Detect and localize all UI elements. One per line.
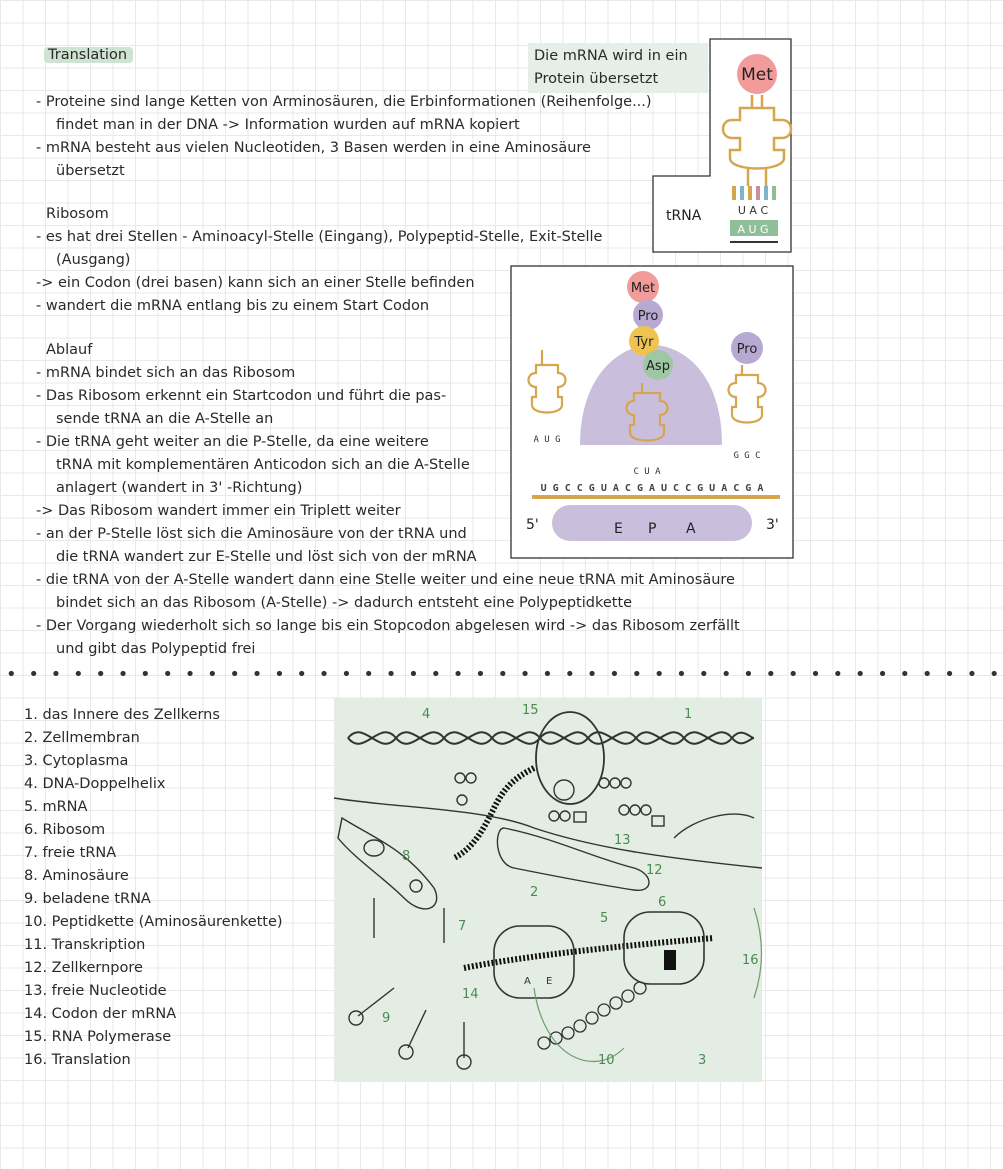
note-line: Die mRNA wird in ein <box>534 48 688 64</box>
legend-item: 3. Cytoplasma <box>24 753 129 769</box>
page-title: Translation <box>44 44 133 67</box>
mrna-sequence: U G C C G U A C G A U C C G U A C G A <box>540 483 764 494</box>
ablauf-line: und gibt das Polypeptid frei <box>56 641 256 657</box>
dotted-separator: • • • • • • • • • • • • • • • • • • • • • • • • • • • • • • • • • • • • • • • • • • • • • <box>6 664 1003 685</box>
site-p: P <box>648 521 657 537</box>
ablauf-line: tRNA mit komplementären Anticodon sich an die A-Stelle <box>56 457 470 473</box>
amino-label: Tyr <box>634 335 654 350</box>
legend-item: 9. beladene tRNA <box>24 891 151 907</box>
legend-item: 12. Zellkernpore <box>24 960 143 976</box>
legend-list <box>24 704 283 1072</box>
intro-line: übersetzt <box>56 163 125 179</box>
ablauf-line: - Die tRNA geht weiter an die P-Stelle, da eine weitere <box>36 434 429 450</box>
diagram-label: 3 <box>698 1053 707 1068</box>
ribosom-line: (Ausgang) <box>56 252 131 268</box>
intro-text <box>36 91 652 183</box>
site-e: E <box>614 521 623 537</box>
anticodon-right: G G C <box>733 451 761 461</box>
diagram-label: 5 <box>600 911 609 926</box>
site-label: A <box>524 976 531 987</box>
ablauf-line: - Das Ribosom erkennt ein Startcodon und führt die pas- <box>36 388 447 404</box>
section-heading: Ribosom <box>46 206 109 222</box>
diagram-label: 16 <box>742 953 759 968</box>
legend-item: 11. Transkription <box>24 937 146 953</box>
ribosome-figure <box>510 265 794 559</box>
ablauf-line: - mRNA bindet sich an das Ribosom <box>36 365 296 381</box>
diagram-label: 6 <box>658 895 667 910</box>
diagram-label: 9 <box>382 1011 391 1026</box>
diagram-label: 2 <box>530 885 539 900</box>
legend-item: 10. Peptidkette (Aminosäurenkette) <box>24 914 283 930</box>
legend-item: 16. Translation <box>24 1052 131 1068</box>
legend-item: 6. Ribosom <box>24 822 106 838</box>
section-heading: Ablauf <box>46 342 93 358</box>
diagram-label: 15 <box>522 703 539 718</box>
ablauf-line: bindet sich an das Ribosom (A-Stelle) -> dadurch entsteht eine Polypeptidkette <box>56 595 633 611</box>
ablauf-line: sende tRNA an die A-Stelle an <box>56 411 274 427</box>
intro-line: - mRNA besteht aus vielen Nucleotiden, 3 Basen werden in eine Aminosäure <box>36 140 591 156</box>
cytoplasm-bg <box>334 698 762 1082</box>
diagram-label: 13 <box>614 833 631 848</box>
anticodon-label: U A C <box>737 204 769 217</box>
site-a: A <box>686 521 696 537</box>
amino-label: Asp <box>646 359 670 374</box>
ablauf-line: - an der P-Stelle löst sich die Aminosäure von der tRNA und <box>36 526 467 542</box>
note-line: Protein übersetzt <box>534 71 659 87</box>
mrna-backbone <box>532 495 780 499</box>
legend-item: 1. das Innere des Zellkerns <box>24 707 220 723</box>
trna-bound <box>664 950 676 970</box>
amino-label: Met <box>630 281 656 296</box>
ablauf-line: die tRNA wandert zur E-Stelle und löst sich von der mRNA <box>56 549 477 565</box>
trna-text: tRNA <box>666 208 702 224</box>
three-prime: 3' <box>766 517 779 533</box>
ablauf-line: anlagert (wandert in 3' -Richtung) <box>56 480 303 496</box>
legend-item: 14. Codon der mRNA <box>24 1006 177 1022</box>
ribosom-line: - wandert die mRNA entlang bis zu einem Start Codon <box>36 298 430 314</box>
intro-line: - Proteine sind lange Ketten von Arminosäuren, die Erbinformationen (Reihenfolge...) <box>36 94 652 110</box>
met-label: Met <box>741 65 773 85</box>
legend-item: 5. mRNA <box>24 799 88 815</box>
trna-figure <box>652 38 792 253</box>
cell-diagram <box>334 698 762 1082</box>
legend-item: 2. Zellmembran <box>24 730 140 746</box>
legend-item: 8. Aminosäure <box>24 868 129 884</box>
intro-line: findet man in der DNA -> Information wurden auf mRNA kopiert <box>56 117 520 133</box>
anticodon-left: A U G <box>533 435 561 445</box>
five-prime: 5' <box>526 517 539 533</box>
ribosom-line: -> ein Codon (drei basen) kann sich an einer Stelle befinden <box>36 275 475 291</box>
ablauf-line: - die tRNA von der A-Stelle wandert dann eine Stelle weiter und eine neue tRNA mit Aminosäure <box>36 572 735 588</box>
ablauf-line: -> Das Ribosom wandert immer ein Triplett weiter <box>36 503 401 519</box>
diagram-label: 14 <box>462 987 479 1002</box>
diagram-label: 1 <box>684 707 693 722</box>
amino-label: Pro <box>637 309 659 324</box>
legend-item: 4. DNA-Doppelhelix <box>24 776 166 792</box>
diagram-label: 7 <box>458 919 467 934</box>
legend-item: 15. RNA Polymerase <box>24 1029 172 1045</box>
diagram-label: 4 <box>422 707 431 722</box>
diagram-label: 8 <box>402 849 411 864</box>
ribosom-line: - es hat drei Stellen - Aminoacyl-Stelle (Eingang), Polypeptid-Stelle, Exit-Stelle <box>36 229 603 245</box>
legend-item: 7. freie tRNA <box>24 845 117 861</box>
site-label: E <box>546 976 553 987</box>
legend-item: 13. freie Nucleotide <box>24 983 167 999</box>
diagram-label: 12 <box>646 863 663 878</box>
ablauf-line: - Der Vorgang wiederholt sich so lange bis ein Stopcodon abgelesen wird -> das Ribosom zerfällt <box>36 618 740 634</box>
codon-label: A U G <box>737 223 769 236</box>
amino-label: Pro <box>736 342 758 357</box>
anticodon-mid: C U A <box>633 467 661 477</box>
diagram-label: 10 <box>598 1053 615 1068</box>
